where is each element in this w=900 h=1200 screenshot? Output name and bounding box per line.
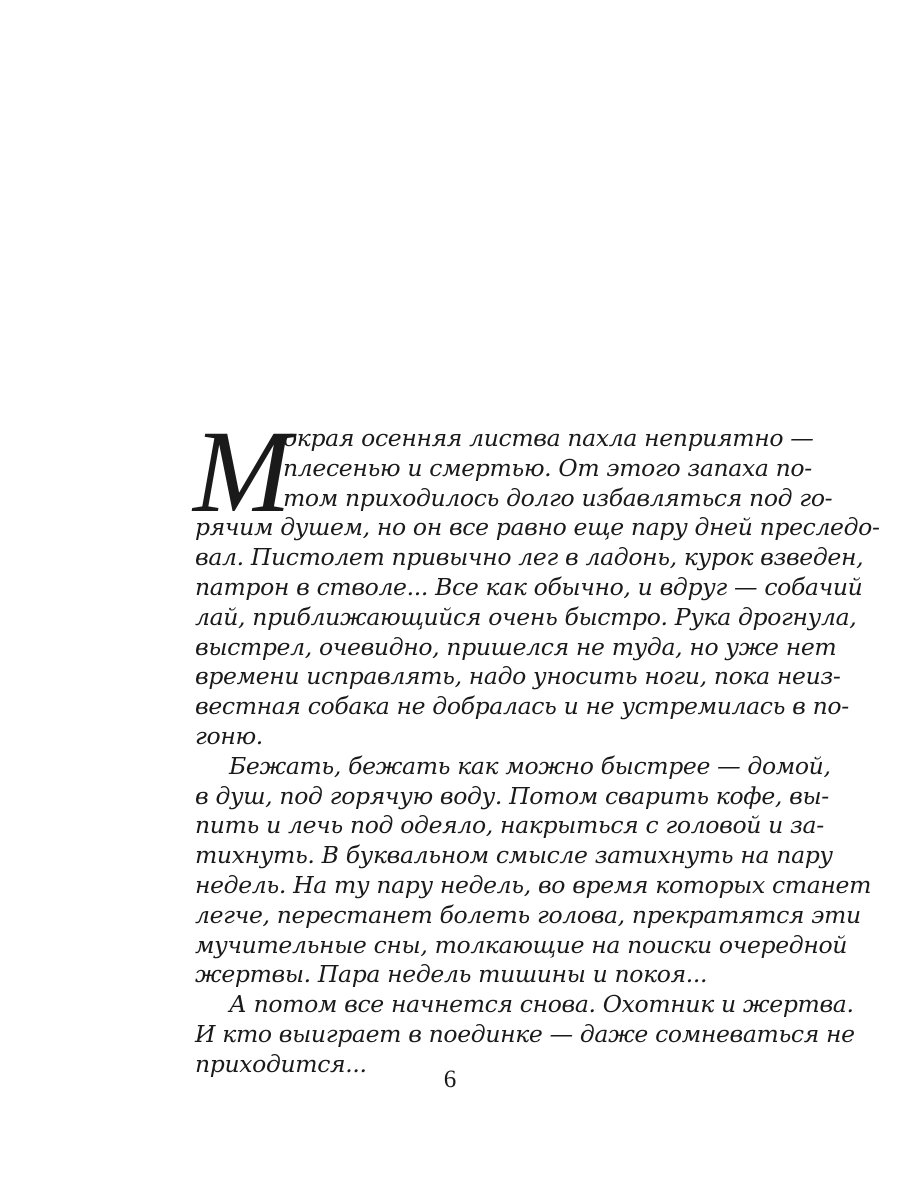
page-number: 6 [443,1066,457,1093]
text-line: вестная собака не добралась и не устремилась в по- [195,692,849,721]
text-line: жертвы. Пара недель тишины и покоя... [195,960,708,989]
body-text [193,406,880,1080]
text-line: рячим душем, но он все равно еще пару дней преследо- [195,513,880,542]
paragraph-2 [195,751,872,990]
text-line: тихнуть. В буквальном смысле затихнуть на пару [195,841,833,870]
text-line: недель. На ту пару недель, во время которых станет [195,870,872,899]
text-line: лай, приближающийся очень быстро. Рука дрогнула, [195,602,857,631]
text-line: вал. Пистолет привычно лег в ладонь, курок взведен, [195,543,864,572]
text-line: А потом все начнется снова. Охотник и жертва. [229,990,854,1019]
text-line: том приходилось долго избавляться под го- [283,483,833,512]
text-line: пить и лечь под одеяло, накрыться с головой и за- [195,811,824,840]
text-line: И кто выиграет в поединке — даже сомневаться не [195,1019,855,1048]
text-line: легче, перестанет болеть голова, прекратятся эти [195,900,861,929]
text-line: приходится... [195,1049,367,1078]
text-line: плесенью и смертью. От этого запаха по- [283,453,812,482]
text-line: мучительные сны, толкающие на поиски очередной [195,930,848,959]
drop-cap: М [193,406,291,537]
text-line: в душ, под горячую воду. Потом сварить кофе, вы- [195,781,829,810]
text-line: выстрел, очевидно, пришелся не туда, но уже нет [195,632,837,661]
text-line: патрон в стволе... Все как обычно, и вдруг — собачий [195,572,863,601]
text-line: гоню. [195,721,263,750]
text-line: Бежать, бежать как можно быстрее — домой, [229,751,831,780]
text-line: времени исправлять, надо уносить ноги, пока неиз- [195,662,841,691]
text-line: окрая осенняя листва пахла неприятно — [283,424,814,452]
